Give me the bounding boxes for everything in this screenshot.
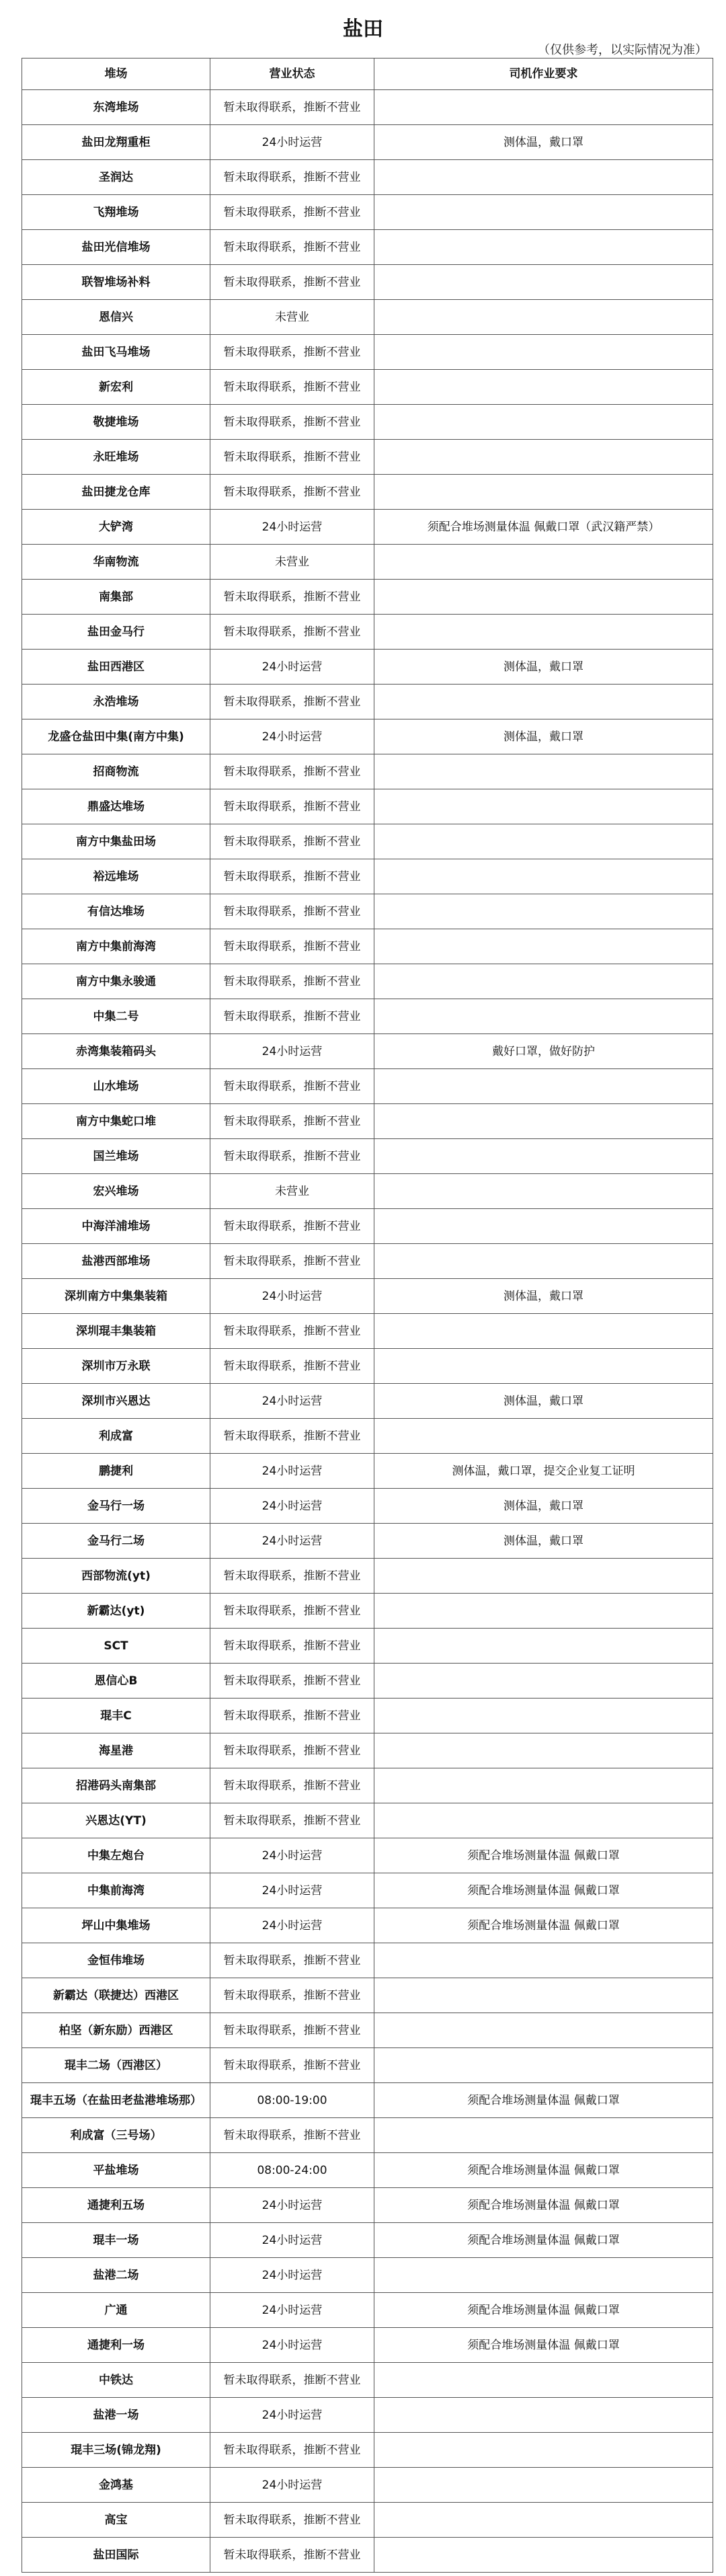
status-cell: 24小时运营	[210, 2328, 374, 2363]
requirement-cell: 测体温，戴口罩	[374, 1524, 713, 1559]
status-cell: 24小时运营	[210, 650, 374, 685]
table-row	[22, 2083, 713, 2118]
yard-name-cell: 琨丰二场（西港区）	[22, 2048, 210, 2083]
status-cell: 暂未取得联系，推断不营业	[210, 370, 374, 405]
status-cell: 暂未取得联系，推断不营业	[210, 2363, 374, 2398]
status-cell: 暂未取得联系，推断不营业	[210, 2048, 374, 2083]
table-row	[22, 1454, 713, 1489]
table-row	[22, 1803, 713, 1838]
requirement-cell: 须配合堆场测量体温 佩戴口罩	[374, 1908, 713, 1943]
table-row	[22, 370, 713, 405]
yard-name-cell: 国兰堆场	[22, 1139, 210, 1174]
table-row	[22, 2398, 713, 2433]
status-cell: 暂未取得联系，推断不营业	[210, 1629, 374, 1664]
requirement-cell	[374, 1629, 713, 1664]
table-row	[22, 1629, 713, 1664]
table-row	[22, 1733, 713, 1768]
yard-name-cell: 西部物流(yt)	[22, 1559, 210, 1594]
yard-name-cell: 广通	[22, 2293, 210, 2328]
table-row	[22, 999, 713, 1034]
table-row	[22, 1978, 713, 2013]
requirement-cell: 须配合堆场测量体温 佩戴口罩	[374, 2223, 713, 2258]
status-cell: 暂未取得联系，推断不营业	[210, 1244, 374, 1279]
yard-name-cell: 通捷利一场	[22, 2328, 210, 2363]
yard-name-cell: 通捷利五场	[22, 2188, 210, 2223]
table-row	[22, 1594, 713, 1629]
table-row	[22, 1314, 713, 1349]
requirement-cell	[374, 440, 713, 475]
yard-name-cell: 永浩堆场	[22, 685, 210, 719]
yard-name-cell: 中铁达	[22, 2363, 210, 2398]
table-row	[22, 230, 713, 265]
requirement-cell	[374, 2048, 713, 2083]
yard-name-cell: 南方中集永骏通	[22, 964, 210, 999]
yard-name-cell: 盐田金马行	[22, 615, 210, 650]
requirement-cell	[374, 1803, 713, 1838]
yard-name-cell: 联智堆场补料	[22, 265, 210, 300]
yard-name-cell: 坪山中集堆场	[22, 1908, 210, 1943]
requirement-cell: 须配合堆场测量体温 佩戴口罩	[374, 2293, 713, 2328]
status-cell: 暂未取得联系，推断不营业	[210, 335, 374, 370]
table-row	[22, 405, 713, 440]
yard-name-cell: 盐田光信堆场	[22, 230, 210, 265]
requirement-cell	[374, 1139, 713, 1174]
requirement-cell: 测体温，戴口罩	[374, 125, 713, 160]
table-row	[22, 1349, 713, 1384]
requirement-cell	[374, 1209, 713, 1244]
status-cell: 暂未取得联系，推断不营业	[210, 1209, 374, 1244]
table-row	[22, 1873, 713, 1908]
table-row	[22, 265, 713, 300]
table-row	[22, 2188, 713, 2223]
requirement-cell: 测体温，戴口罩	[374, 1279, 713, 1314]
status-cell: 暂未取得联系，推断不营业	[210, 1768, 374, 1803]
status-cell: 24小时运营	[210, 1034, 374, 1069]
table-row	[22, 789, 713, 824]
table-row	[22, 2433, 713, 2468]
requirement-cell	[374, 1244, 713, 1279]
table-row	[22, 1244, 713, 1279]
requirement-cell	[374, 859, 713, 894]
table-row	[22, 125, 713, 160]
status-cell: 暂未取得联系，推断不营业	[210, 1699, 374, 1733]
yard-name-cell: 盐田西港区	[22, 650, 210, 685]
requirement-cell	[374, 230, 713, 265]
page-title: 盐田	[343, 17, 383, 41]
status-cell: 暂未取得联系，推断不营业	[210, 964, 374, 999]
table-row	[22, 719, 713, 754]
yard-name-cell: 山水堆场	[22, 1069, 210, 1104]
table-row	[22, 2223, 713, 2258]
table-row	[22, 1699, 713, 1733]
table-row	[22, 475, 713, 510]
requirement-cell	[374, 300, 713, 335]
requirement-cell	[374, 685, 713, 719]
yard-name-cell: 大铲湾	[22, 510, 210, 545]
requirement-cell	[374, 2398, 713, 2433]
status-cell: 24小时运营	[210, 1908, 374, 1943]
header-status: 营业状态	[210, 58, 374, 90]
table-row	[22, 685, 713, 719]
status-cell: 08:00-24:00	[210, 2153, 374, 2188]
table-row	[22, 2048, 713, 2083]
yard-name-cell: 新霸达(yt)	[22, 1594, 210, 1629]
requirement-cell	[374, 2118, 713, 2153]
yard-name-cell: 裕远堆场	[22, 859, 210, 894]
status-cell: 暂未取得联系，推断不营业	[210, 1559, 374, 1594]
status-cell: 24小时运营	[210, 2468, 374, 2503]
table-row	[22, 1419, 713, 1454]
yard-name-cell: 金恒伟堆场	[22, 1943, 210, 1978]
table-row	[22, 1524, 713, 1559]
yard-name-cell: 琨丰C	[22, 1699, 210, 1733]
status-cell: 暂未取得联系，推断不营业	[210, 1943, 374, 1978]
status-cell: 暂未取得联系，推断不营业	[210, 2118, 374, 2153]
yard-name-cell: 宏兴堆场	[22, 1174, 210, 1209]
table-row	[22, 335, 713, 370]
requirement-cell	[374, 335, 713, 370]
status-cell: 暂未取得联系，推断不营业	[210, 475, 374, 510]
requirement-cell	[374, 1174, 713, 1209]
status-cell: 暂未取得联系，推断不营业	[210, 440, 374, 475]
status-cell: 暂未取得联系，推断不营业	[210, 1349, 374, 1384]
status-cell: 暂未取得联系，推断不营业	[210, 265, 374, 300]
requirement-cell	[374, 265, 713, 300]
status-cell: 暂未取得联系，推断不营业	[210, 615, 374, 650]
status-cell: 暂未取得联系，推断不营业	[210, 1664, 374, 1699]
yard-name-cell: 飞翔堆场	[22, 195, 210, 230]
yard-name-cell: 深圳琨丰集装箱	[22, 1314, 210, 1349]
status-cell: 暂未取得联系，推断不营业	[210, 859, 374, 894]
requirement-cell: 测体温，戴口罩	[374, 1489, 713, 1524]
yard-name-cell: 敬捷堆场	[22, 405, 210, 440]
yard-name-cell: 永旺堆场	[22, 440, 210, 475]
table-row	[22, 440, 713, 475]
requirement-cell	[374, 1943, 713, 1978]
table-row	[22, 1908, 713, 1943]
yard-name-cell: 鹏捷利	[22, 1454, 210, 1489]
table-header-row	[22, 58, 713, 90]
requirement-cell: 须配合堆场测量体温 佩戴口罩	[374, 2083, 713, 2118]
table-row	[22, 2503, 713, 2538]
yard-name-cell: 深圳市万永联	[22, 1349, 210, 1384]
yard-name-cell: 琨丰三场(锦龙翔)	[22, 2433, 210, 2468]
requirement-cell	[374, 1104, 713, 1139]
table-row	[22, 929, 713, 964]
table-row	[22, 1139, 713, 1174]
requirement-cell	[374, 929, 713, 964]
table-row	[22, 754, 713, 789]
status-cell: 暂未取得联系，推断不营业	[210, 1978, 374, 2013]
status-cell: 暂未取得联系，推断不营业	[210, 999, 374, 1034]
requirement-cell	[374, 2363, 713, 2398]
yard-name-cell: 中集二号	[22, 999, 210, 1034]
table-row	[22, 90, 713, 125]
yard-name-cell: 盐田龙翔重柜	[22, 125, 210, 160]
status-cell: 暂未取得联系，推断不营业	[210, 2503, 374, 2538]
status-cell: 暂未取得联系，推断不营业	[210, 405, 374, 440]
requirement-cell: 须配合堆场测量体温 佩戴口罩	[374, 2188, 713, 2223]
requirement-cell	[374, 1768, 713, 1803]
yard-name-cell: 南方中集盐田场	[22, 824, 210, 859]
status-cell: 08:00-19:00	[210, 2083, 374, 2118]
yard-name-cell: 琨丰五场（在盐田老盐港堆场那）	[22, 2083, 210, 2118]
yard-name-cell: 招商物流	[22, 754, 210, 789]
yard-name-cell: 琨丰一场	[22, 2223, 210, 2258]
status-cell: 暂未取得联系，推断不营业	[210, 754, 374, 789]
status-cell: 24小时运营	[210, 2258, 374, 2293]
disclaimer-note: （仅供参考，以实际情况为准）	[538, 43, 707, 57]
status-cell: 暂未取得联系，推断不营业	[210, 2013, 374, 2048]
table-row	[22, 2153, 713, 2188]
yard-name-cell: 深圳市兴恩达	[22, 1384, 210, 1419]
yard-name-cell: 深圳南方中集集装箱	[22, 1279, 210, 1314]
status-cell: 24小时运营	[210, 510, 374, 545]
header-requirement: 司机作业要求	[374, 58, 713, 90]
requirement-cell	[374, 615, 713, 650]
yard-name-cell: 平盐堆场	[22, 2153, 210, 2188]
status-cell: 暂未取得联系，推断不营业	[210, 1594, 374, 1629]
table-row	[22, 545, 713, 580]
yard-name-cell: 盐田捷龙仓库	[22, 475, 210, 510]
requirement-cell	[374, 545, 713, 580]
requirement-cell	[374, 964, 713, 999]
table-row	[22, 580, 713, 615]
table-row	[22, 1838, 713, 1873]
table-row	[22, 2118, 713, 2153]
table-row	[22, 1069, 713, 1104]
yard-name-cell: 招港码头南集部	[22, 1768, 210, 1803]
requirement-cell	[374, 2538, 713, 2573]
table-row	[22, 1384, 713, 1419]
yard-name-cell: 兴恩达(YT)	[22, 1803, 210, 1838]
requirement-cell	[374, 2468, 713, 2503]
yard-name-cell: 赤湾集装箱码头	[22, 1034, 210, 1069]
table-row	[22, 964, 713, 999]
table-row	[22, 824, 713, 859]
requirement-cell: 须配合堆场测量体温 佩戴口罩	[374, 2328, 713, 2363]
status-cell: 暂未取得联系，推断不营业	[210, 1733, 374, 1768]
yard-name-cell: 中集左炮台	[22, 1838, 210, 1873]
table-row	[22, 160, 713, 195]
status-cell: 暂未取得联系，推断不营业	[210, 1069, 374, 1104]
yard-name-cell: 海星港	[22, 1733, 210, 1768]
requirement-cell	[374, 475, 713, 510]
header-yard: 堆场	[22, 58, 210, 90]
table-row	[22, 510, 713, 545]
status-cell: 暂未取得联系，推断不营业	[210, 1314, 374, 1349]
table-row	[22, 1559, 713, 1594]
requirement-cell	[374, 1349, 713, 1384]
requirement-cell	[374, 1559, 713, 1594]
table-row	[22, 894, 713, 929]
table-row	[22, 2013, 713, 2048]
yard-name-cell: 圣润达	[22, 160, 210, 195]
yard-name-cell: 恩信兴	[22, 300, 210, 335]
requirement-cell	[374, 2503, 713, 2538]
table-row	[22, 2468, 713, 2503]
table-row	[22, 2538, 713, 2573]
status-cell: 24小时运营	[210, 2223, 374, 2258]
requirement-cell	[374, 370, 713, 405]
yard-name-cell: 利成富	[22, 1419, 210, 1454]
requirement-cell	[374, 160, 713, 195]
yard-name-cell: 恩信心B	[22, 1664, 210, 1699]
yard-name-cell: 龙盛仓盐田中集(南方中集)	[22, 719, 210, 754]
status-cell: 24小时运营	[210, 2188, 374, 2223]
status-cell: 暂未取得联系，推断不营业	[210, 230, 374, 265]
status-cell: 24小时运营	[210, 1454, 374, 1489]
table-row	[22, 1489, 713, 1524]
yard-name-cell: SCT	[22, 1629, 210, 1664]
yard-name-cell: 华南物流	[22, 545, 210, 580]
requirement-cell	[374, 824, 713, 859]
yard-name-cell: 新宏利	[22, 370, 210, 405]
requirement-cell	[374, 2258, 713, 2293]
status-cell: 暂未取得联系，推断不营业	[210, 1139, 374, 1174]
requirement-cell	[374, 894, 713, 929]
table-row	[22, 615, 713, 650]
requirement-cell	[374, 1978, 713, 2013]
status-cell: 暂未取得联系，推断不营业	[210, 195, 374, 230]
table-row	[22, 1174, 713, 1209]
table-row	[22, 1664, 713, 1699]
requirement-cell: 须配合堆场测量体温 佩戴口罩	[374, 1838, 713, 1873]
yard-status-table	[22, 58, 713, 2573]
requirement-cell: 测体温，戴口罩	[374, 1384, 713, 1419]
status-cell: 暂未取得联系，推断不营业	[210, 90, 374, 125]
yard-name-cell: 盐田国际	[22, 2538, 210, 2573]
status-cell: 暂未取得联系，推断不营业	[210, 824, 374, 859]
table-row	[22, 2258, 713, 2293]
requirement-cell: 测体温，戴口罩	[374, 719, 713, 754]
requirement-cell	[374, 1314, 713, 1349]
requirement-cell: 测体温，戴口罩，提交企业复工证明	[374, 1454, 713, 1489]
status-cell: 暂未取得联系，推断不营业	[210, 789, 374, 824]
status-cell: 24小时运营	[210, 1489, 374, 1524]
yard-name-cell: 中海洋浦堆场	[22, 1209, 210, 1244]
status-cell: 未营业	[210, 545, 374, 580]
requirement-cell: 测体温，戴口罩	[374, 650, 713, 685]
yard-name-cell: 东湾堆场	[22, 90, 210, 125]
table-row	[22, 1279, 713, 1314]
table-row	[22, 2328, 713, 2363]
requirement-cell: 戴好口罩，做好防护	[374, 1034, 713, 1069]
status-cell: 暂未取得联系，推断不营业	[210, 2538, 374, 2573]
requirement-cell	[374, 2013, 713, 2048]
yard-name-cell: 南方中集前海湾	[22, 929, 210, 964]
status-cell: 暂未取得联系，推断不营业	[210, 929, 374, 964]
requirement-cell	[374, 754, 713, 789]
status-cell: 未营业	[210, 300, 374, 335]
yard-name-cell: 金鸿基	[22, 2468, 210, 2503]
table-row	[22, 2363, 713, 2398]
status-cell: 24小时运营	[210, 125, 374, 160]
requirement-cell	[374, 1419, 713, 1454]
yard-name-cell: 鼎盛达堆场	[22, 789, 210, 824]
yard-name-cell: 中集前海湾	[22, 1873, 210, 1908]
table-row	[22, 300, 713, 335]
requirement-cell	[374, 1733, 713, 1768]
yard-name-cell: 盐港一场	[22, 2398, 210, 2433]
status-cell: 暂未取得联系，推断不营业	[210, 1419, 374, 1454]
yard-name-cell: 南方中集蛇口堆	[22, 1104, 210, 1139]
status-cell: 24小时运营	[210, 1838, 374, 1873]
table-row	[22, 1209, 713, 1244]
status-cell: 暂未取得联系，推断不营业	[210, 2433, 374, 2468]
requirement-cell	[374, 90, 713, 125]
status-cell: 24小时运营	[210, 1524, 374, 1559]
yard-name-cell: 柏坚（新东励）西港区	[22, 2013, 210, 2048]
table-row	[22, 1104, 713, 1139]
requirement-cell	[374, 1069, 713, 1104]
table-row	[22, 1943, 713, 1978]
status-cell: 24小时运营	[210, 2398, 374, 2433]
status-cell: 暂未取得联系，推断不营业	[210, 1803, 374, 1838]
yard-name-cell: 盐田飞马堆场	[22, 335, 210, 370]
status-cell: 未营业	[210, 1174, 374, 1209]
yard-name-cell: 金马行一场	[22, 1489, 210, 1524]
requirement-cell	[374, 195, 713, 230]
requirement-cell	[374, 2433, 713, 2468]
requirement-cell	[374, 1594, 713, 1629]
table-row	[22, 859, 713, 894]
status-cell: 暂未取得联系，推断不营业	[210, 580, 374, 615]
status-cell: 暂未取得联系，推断不营业	[210, 1104, 374, 1139]
status-cell: 24小时运营	[210, 1384, 374, 1419]
table-row	[22, 1034, 713, 1069]
requirement-cell	[374, 999, 713, 1034]
requirement-cell: 须配合堆场测量体温 佩戴口罩	[374, 2153, 713, 2188]
yard-name-cell: 新霸达（联捷达）西港区	[22, 1978, 210, 2013]
yard-name-cell: 盐港西部堆场	[22, 1244, 210, 1279]
requirement-cell	[374, 1664, 713, 1699]
requirement-cell	[374, 580, 713, 615]
yard-name-cell: 有信达堆场	[22, 894, 210, 929]
table-row	[22, 650, 713, 685]
status-cell: 24小时运营	[210, 2293, 374, 2328]
status-cell: 暂未取得联系，推断不营业	[210, 685, 374, 719]
requirement-cell	[374, 1699, 713, 1733]
yard-name-cell: 盐港二场	[22, 2258, 210, 2293]
table-row	[22, 2293, 713, 2328]
status-cell: 24小时运营	[210, 719, 374, 754]
table-row	[22, 1768, 713, 1803]
status-cell: 暂未取得联系，推断不营业	[210, 894, 374, 929]
requirement-cell	[374, 405, 713, 440]
status-cell: 24小时运营	[210, 1279, 374, 1314]
table-row	[22, 195, 713, 230]
yard-name-cell: 高宝	[22, 2503, 210, 2538]
requirement-cell: 须配合堆场测量体温 佩戴口罩	[374, 1873, 713, 1908]
requirement-cell	[374, 789, 713, 824]
requirement-cell: 须配合堆场测量体温 佩戴口罩（武汉籍严禁）	[374, 510, 713, 545]
yard-name-cell: 金马行二场	[22, 1524, 210, 1559]
yard-name-cell: 利成富（三号场）	[22, 2118, 210, 2153]
yard-name-cell: 南集部	[22, 580, 210, 615]
table-body	[22, 90, 713, 2573]
status-cell: 暂未取得联系，推断不营业	[210, 160, 374, 195]
status-cell: 24小时运营	[210, 1873, 374, 1908]
